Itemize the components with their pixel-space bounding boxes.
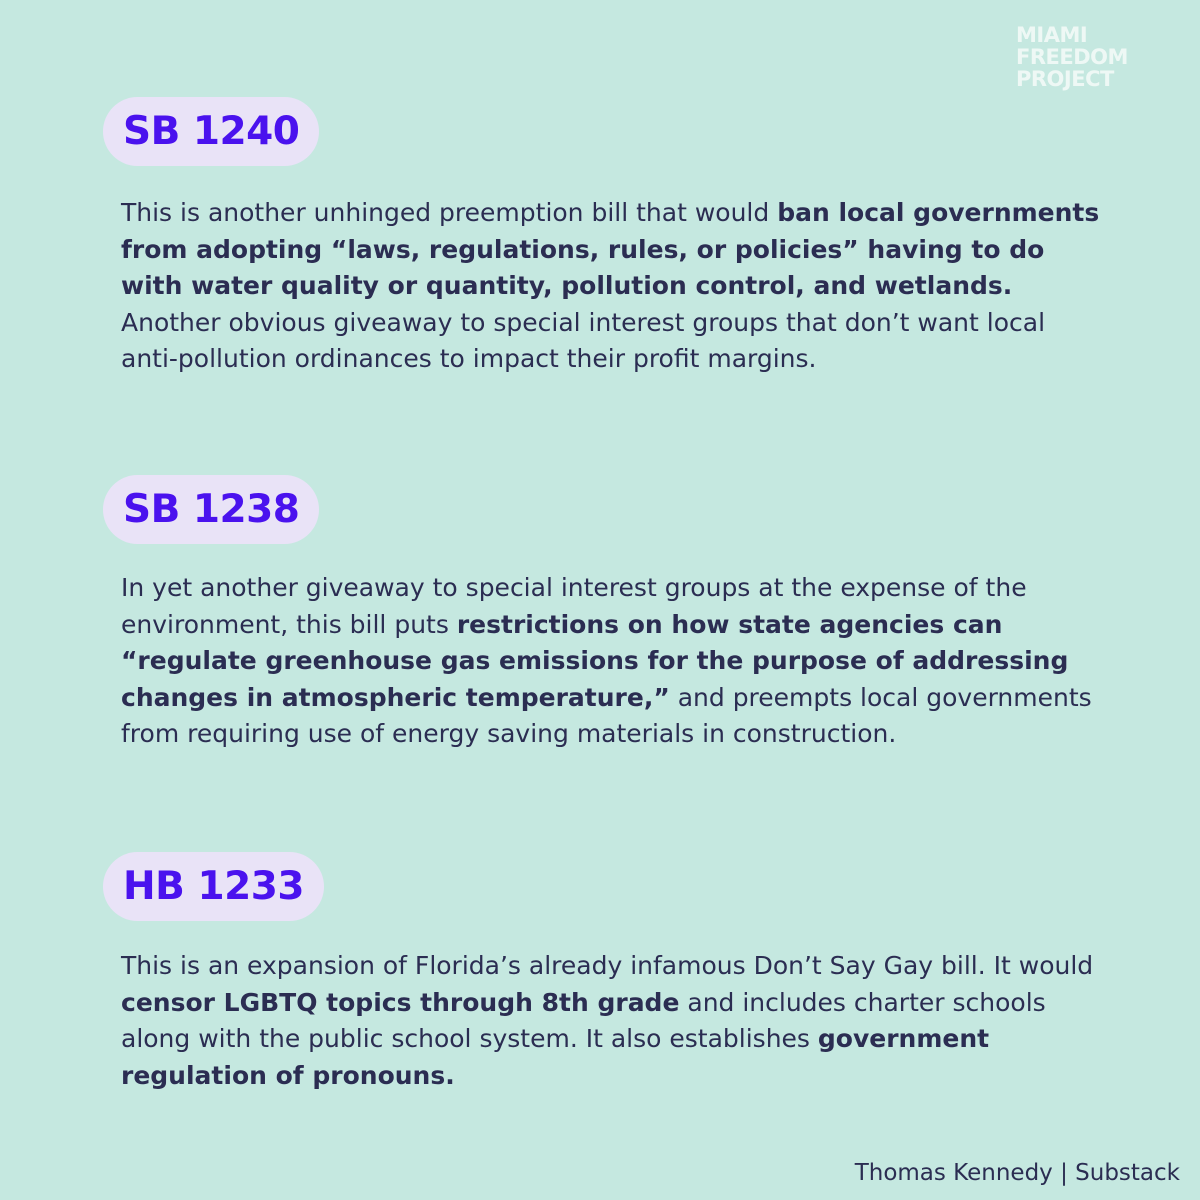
miami-freedom-project-logo xyxy=(1016,24,1176,90)
logo-line: PROJECT xyxy=(1016,67,1114,91)
desc-segment: This is another unhinged preemption bill that would xyxy=(121,198,778,227)
bill-label-sb1240: SB 1240 xyxy=(103,97,319,166)
desc-segment-bold: censor LGBTQ topics through 8th grade xyxy=(121,987,680,1017)
logo-line: MIAMI xyxy=(1016,23,1088,47)
desc-segment: and preempts local governments from requiring use of energy saving materials in construction. xyxy=(121,682,1092,748)
desc-segment: In yet another giveaway to special interest groups at the expense of the environment, this bill puts xyxy=(121,573,1027,639)
desc-segment-bold: restrictions on how state agencies can “regulate greenhouse gas emissions for the purpose of addressing changes in atmospheric temperature,” xyxy=(121,609,1069,712)
bill-description-sb1238 xyxy=(121,570,1106,753)
bill-label-sb1238: SB 1238 xyxy=(103,475,319,544)
desc-segment: and includes charter schools along with the public school system. It also establishes xyxy=(121,987,1046,1053)
bill-description-sb1240 xyxy=(121,195,1106,378)
desc-segment: This is an expansion of Florida’s already infamous Don’t Say Gay bill. It would xyxy=(121,951,1094,980)
desc-segment-bold: ban local governments from adopting “laws, regulations, rules, or policies” having to do with water quality or quantity, pollution control, and wetlands. xyxy=(121,198,1100,300)
author-credit: Thomas Kennedy | Substack xyxy=(854,1160,1180,1186)
bill-description-hb1233 xyxy=(121,948,1106,1094)
desc-segment: Another obvious giveaway to special interest groups that don’t want local anti-pollution ordinances to impact their profit margins. xyxy=(121,307,1046,373)
desc-segment-bold: government regulation of pronouns. xyxy=(121,1024,990,1090)
bill-label-hb1233: HB 1233 xyxy=(103,852,324,921)
logo-line: FREEDOM xyxy=(1016,45,1128,69)
